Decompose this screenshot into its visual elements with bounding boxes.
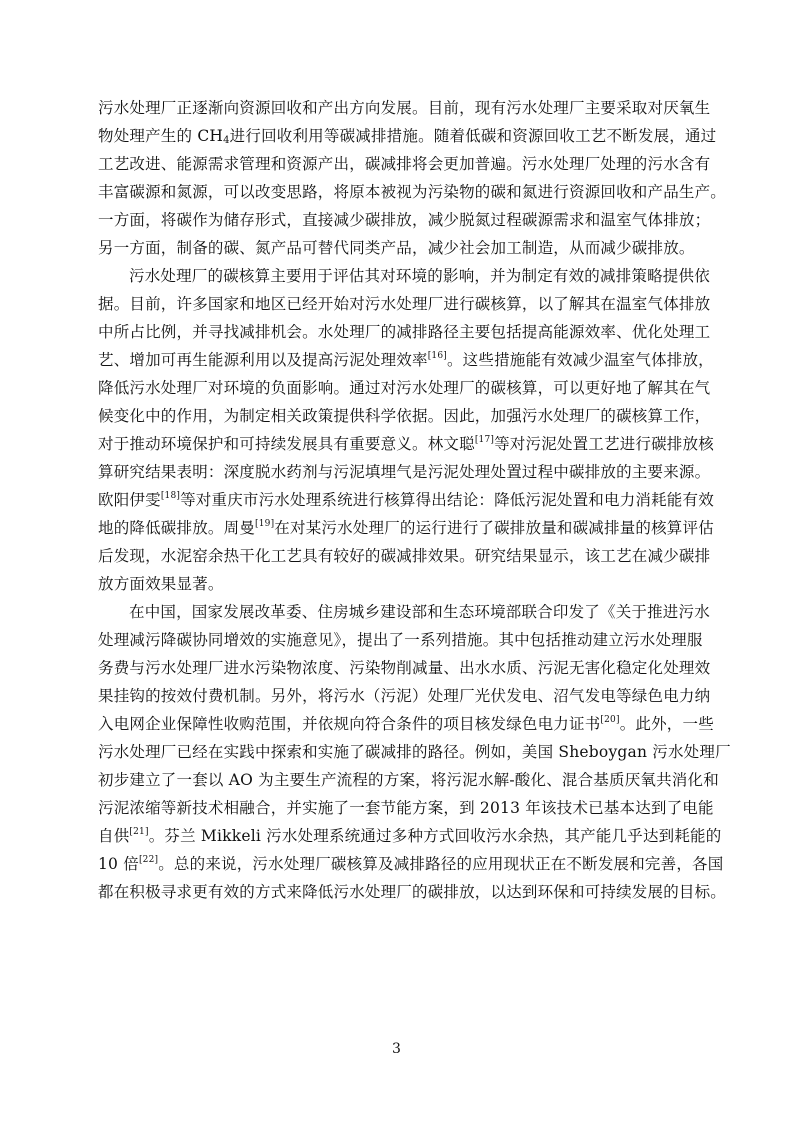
citation-ref: [18] — [160, 491, 181, 501]
text-line — [98, 486, 714, 514]
text-span: 对于推动环境保护和可持续发展具有重要意义。林文聪 — [98, 435, 475, 453]
text-span: 等对污泥处置工艺进行碳排放核 — [494, 435, 714, 453]
subscript: 4 — [223, 135, 230, 146]
citation-ref: [16] — [427, 351, 447, 361]
text-line: 另一方面，制备的碳、氮产品可替代同类产品，减少社会加工制造，从而减少碳排放。 — [98, 239, 695, 257]
text-line — [98, 514, 714, 542]
text-span: 进行回收利用等碳减排措施。随着低碳和资源回收工艺不断发展，通过 — [229, 127, 717, 145]
text-span: 。此外，一些 — [619, 715, 714, 733]
text-line — [98, 710, 714, 738]
paragraph-2 — [98, 262, 714, 598]
text-line: 污水处理厂的碳核算主要用于评估其对环境的影响，并为制定有效的减排策略提供依 — [129, 267, 710, 285]
text-line: 降低污水处理厂对环境的负面影响。通过对污水处理厂的碳核算，可以更好地了解其在气 — [98, 379, 711, 397]
text-line: 丰富碳源和氮源，可以改变思路，将原本被视为污染物的碳和氮进行资源回收和产品生产。 — [98, 183, 727, 201]
text-line: 工艺改进、能源需求管理和资源产出，碳减排将会更加普遍。污水处理厂处理的污水含有 — [98, 155, 711, 173]
text-span: 欧阳伊雯 — [98, 491, 161, 509]
text-line: 放方面效果显著。 — [98, 575, 224, 593]
text-span: 地的降低碳排放。周曼 — [98, 519, 256, 537]
text-span: 。芬兰 Mikkeli 污水处理系统通过多种方式回收污水余热，其产能几乎达到耗能的 — [148, 827, 722, 845]
text-line — [98, 346, 714, 374]
text-span: 入电网企业保障性收购范围，并依规向符合条件的项目核发绿色电力证书 — [98, 715, 601, 733]
page-number: 3 — [392, 1041, 401, 1057]
text-line: 都在积极寻求更有效的方式来降低污水处理厂的碳排放，以达到环保和可持续发展的目标。 — [98, 883, 727, 901]
text-line: 初步建立了一套以 AO 为主要生产流程的方案，将污泥水解-酸化、混合基质厌氧共消化和 — [98, 771, 719, 789]
text-line: 算研究结果表明：深度脱水药剂与污泥填埋气是污泥处理处置过程中碳排放的主要来源。 — [98, 463, 711, 481]
text-line: 在中国，国家发展改革委、住房城乡建设部和生态环境部联合印发了《关于推进污水 — [129, 603, 710, 621]
text-line: 处理减污降碳协同增效的实施意见》，提出了一系列措施。其中包括推动建立污水处理服 — [98, 631, 703, 649]
text-line: 一方面，将碳作为储存形式，直接减少碳排放，减少脱氮过程碳源需求和温室气体排放； — [98, 211, 711, 229]
text-line: 污水处理厂已经在实践中探索和实施了碳减排的路径。例如，美国 Sheboygan 污水处理厂 — [98, 743, 731, 761]
citation-ref: [17] — [474, 435, 495, 445]
citation-ref: [22] — [138, 855, 159, 865]
citation-ref: [20] — [600, 715, 620, 725]
text-span: 。这些措施能有效减少温室气体排放， — [446, 351, 714, 369]
text-span: 在对某污水处理厂的运行进行了碳排放量和碳减排量的核算评估 — [274, 519, 714, 537]
text-span: 艺、增加可再生能源利用以及提高污泥处理效率 — [98, 351, 428, 369]
body-text — [98, 94, 731, 906]
text-line: 中所占比例，并寻找减排机会。水处理厂的减排路径主要包括提高能源效率、优化处理工 — [98, 323, 711, 341]
text-line: 污泥浓缩等新技术相融合，并实施了一套节能方案，到 2013 年该技术已基本达到了电能 — [98, 799, 714, 817]
citation-ref: [21] — [129, 827, 149, 837]
text-span: 10 倍 — [98, 855, 139, 873]
text-line: 果挂钩的按效付费机制。另外，将污水（污泥）处理厂光伏发电、沼气发电等绿色电力纳 — [98, 687, 711, 705]
text-span: 自供 — [98, 827, 130, 845]
text-span: 。总的来说，污水处理厂碳核算及减排路径的应用现状正在不断发展和完善，各国 — [158, 855, 724, 873]
text-span: 物处理产生的 CH — [98, 127, 224, 145]
text-line — [98, 822, 722, 850]
paragraph-3 — [98, 598, 731, 906]
text-line — [98, 430, 714, 458]
text-line: 污水处理厂正逐渐向资源回收和产出方向发展。目前，现有污水处理厂主要采取对厌氧生 — [98, 99, 711, 117]
text-line: 务费与污水处理厂进水污染物浓度、污染物削减量、出水水质、污泥无害化稳定化处理效 — [98, 659, 711, 677]
paragraph-1 — [98, 94, 727, 262]
text-line — [98, 850, 724, 878]
citation-ref: [19] — [255, 519, 275, 529]
text-span: 等对重庆市污水处理系统进行核算得出结论：降低污泥处置和电力消耗能有效 — [180, 491, 714, 509]
text-line: 据。目前，许多国家和地区已经开始对污水处理厂进行碳核算，以了解其在温室气体排放 — [98, 295, 711, 313]
text-line: 候变化中的作用，为制定相关政策提供科学依据。因此，加强污水处理厂的碳核算工作， — [98, 407, 711, 425]
text-line: 后发现，水泥窑余热干化工艺具有较好的碳减排效果。研究结果显示，该工艺在减少碳排 — [98, 547, 711, 565]
text-line — [98, 122, 717, 150]
